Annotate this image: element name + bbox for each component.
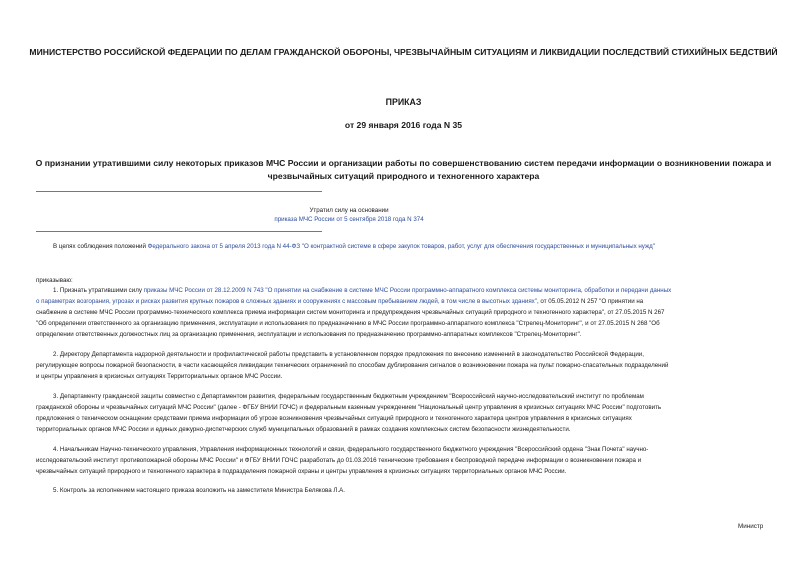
paragraph-line: предложения о техническом оснащении средствами приема информации об угрозе возникновения чрезвычайных ситуаций природного и техногенного характера центров управления в кризисных ситуациях — [36, 415, 632, 422]
preamble-text: В целях соблюдения положений — [53, 243, 148, 250]
federal-law-link[interactable]: Федерального закона от 5 апреля 2013 года N 44-ФЗ "О контрактной системе в сфере закупок товаров, работ, услуг для обеспечения государственных и муниципальных нужд" — [147, 243, 655, 250]
paragraph-line: снабжение в системе МЧС России программно-технического комплекса приема информации систем мониторинга и предупреждения чрезвычайных ситуаций природного и техногенного характера", от 27.05.2015 N 267 — [36, 309, 665, 316]
paragraph-line: территориальных органов МЧС России и единых дежурно-диспетчерских служб муниципальных образований в рамках создания комплексных систем безопасности жизнедеятельности. — [36, 426, 571, 433]
document-date-number: от 29 января 2016 года N 35 — [344, 120, 463, 130]
paragraph-line: регулирующее вопросы пожарной безопасности, в части касающейся ликвидации технических ограничений по способам дублирования сигналов о возникновении пожара на пульт пожарно-спасательных подразделений — [36, 362, 669, 369]
paragraph-line — [36, 296, 643, 307]
status-link[interactable]: приказа МЧС России от 5 сентября 2018 года N 374 — [274, 216, 424, 223]
orders-link[interactable]: приказы МЧС России от 28.12.2009 N 743 "О принятии на снабжение в системе МЧС России программно-аппаратного комплекса системы мониторинга, обработки и передачи данных — [143, 287, 672, 294]
order-word: приказываю: — [36, 277, 73, 284]
paragraph-line: гражданской обороны и чрезвычайных ситуаций МЧС России" (далее - ФГБУ ВНИИ ГОЧС) и федеральным казенным учреждением "Национальный центр управления в кризисных ситуациях МЧС России" подготовить — [36, 404, 662, 411]
paragraph-line: 2. Директору Департамента надзорной деятельности и профилактической работы представить в установленном порядке предложения по внесению изменений в законодательство Российской Федерации, — [53, 351, 644, 358]
paragraph-line — [53, 285, 671, 296]
paragraph-line: 3. Департаменту гражданской защиты совместно с Департаментом развития, федеральным государственным бюджетным учреждением "Всероссийский научно-исследовательский институт по проблемам — [53, 393, 644, 400]
orders-link[interactable]: о параметрах возгорания, угрозах и рисках развития крупных пожаров в сложных зданиях и сооружениях с массовым пребыванием людей, в том числе в высотных зданиях" — [36, 298, 537, 305]
paragraph-line: определении ответственных должностных лиц за организацию применения, эксплуатации и использования по предназначению программно-аппаратных комплексов "Стрелец-Мониторинг". — [36, 331, 582, 338]
document-subject: О признании утратившими силу некоторых приказов МЧС России и организации работы по совершенствованию систем передачи информации о возникновении пожара и чрезвычайных ситуаций природного и техногенного характера — [35, 158, 772, 181]
document-type: ПРИКАЗ — [385, 97, 422, 107]
separator-line — [36, 191, 322, 192]
paragraph-line: 4. Начальникам Научно-технического управления, Управления информационных технологий и связи, федерального государственного бюджетного учреждения "Всероссийский ордена "Знак Почета" научно- — [53, 446, 649, 453]
paragraph-text: 1. Признать утратившими силу — [53, 287, 144, 294]
paragraph-text: , от 05.05.2012 N 257 "О принятии на — [536, 298, 644, 305]
paragraph-line: чрезвычайных ситуаций природного и техногенного характера в подразделения пожарной охраны и центры управления в кризисных ситуациях территориальных органов МЧС России. — [36, 468, 567, 475]
paragraph-line: "Об определении ответственного за организацию применения, эксплуатации и использования по предназначению в МЧС России программно-аппаратного комплекса "Стрелец-Мониторинг", и от 27.05.2015 N 268 "Об — [36, 320, 660, 327]
paragraph-line: и центры управления в кризисных ситуациях Территориальных органов МЧС России. — [36, 373, 283, 380]
signature-title: Министр — [738, 523, 764, 530]
preamble — [53, 241, 655, 252]
ministry-heading: МИНИСТЕРСТВО РОССИЙСКОЙ ФЕДЕРАЦИИ ПО ДЕЛАМ ГРАЖДАНСКОЙ ОБОРОНЫ, ЧРЕЗВЫЧАЙНЫМ СИТУАЦИЯМ И ЛИКВИДАЦИИ ПОСЛЕДСТВИЙ СТИХИЙНЫХ БЕДСТВИЙ — [29, 47, 778, 57]
paragraph-line: исследовательский институт противопожарной обороны МЧС России" и ФГБУ ВНИИ ГОЧС разработать до 01.03.2016 технические требования к беспроводной передаче информации о возникновении пожара и — [36, 457, 642, 464]
paragraph-5: 5. Контроль за исполнением настоящего приказа возложить на заместителя Министра Белякова Л.А. — [53, 487, 346, 494]
status-text: Утратил силу на основании — [309, 207, 389, 214]
separator-line — [36, 231, 322, 232]
status-note — [252, 206, 446, 224]
